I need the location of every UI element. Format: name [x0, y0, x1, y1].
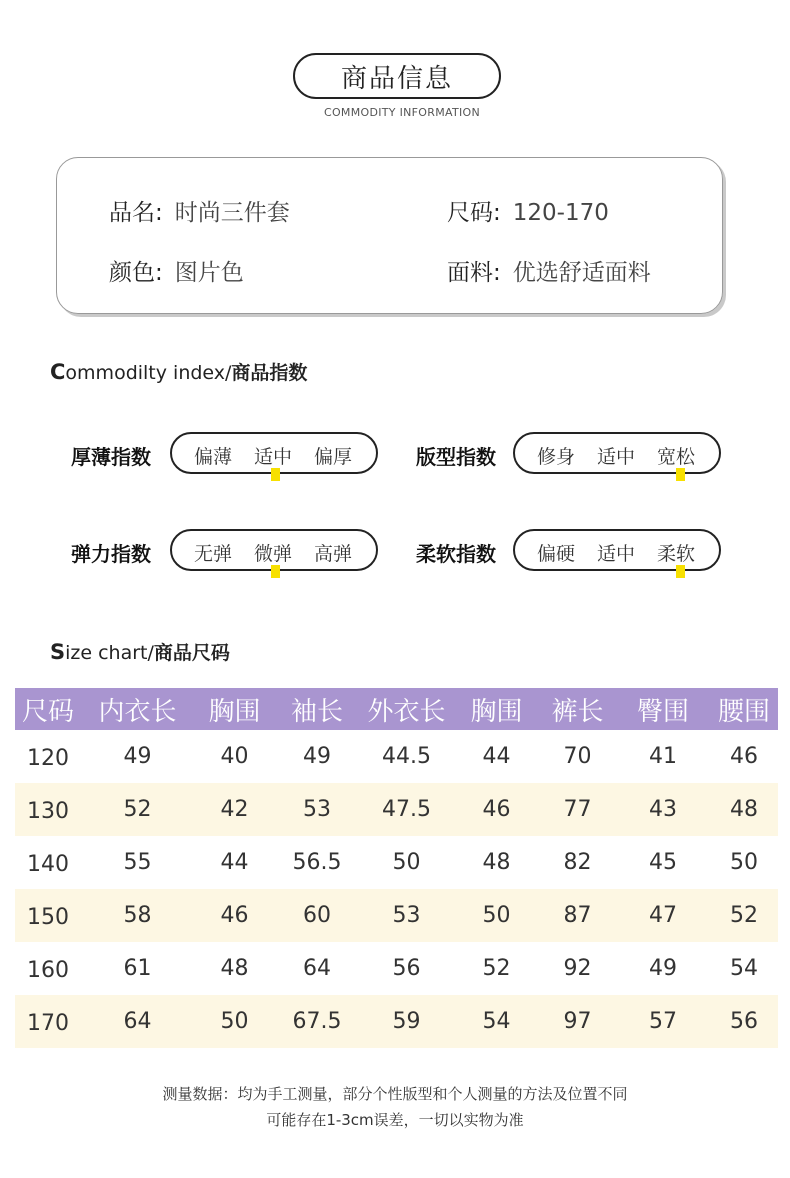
table-cell: 82 — [563, 850, 592, 875]
index-selected-marker — [676, 468, 685, 481]
table-row — [15, 889, 778, 942]
table-cell: 57 — [616, 995, 710, 1048]
index-scale-softness — [513, 529, 721, 571]
table-cell: 49 — [649, 956, 677, 981]
table-cell: 55 — [123, 850, 152, 875]
index-option: 无弹 — [194, 543, 233, 565]
table-cell: 52 — [482, 956, 511, 981]
table-cell: 56.5 — [292, 850, 342, 875]
measurement-note-line2: 可能存在1-3cm误差，一切以实物为准 — [266, 1111, 524, 1129]
table-cell: 70 — [563, 744, 592, 769]
index-selected-marker — [676, 565, 685, 578]
index-label-fit: 版型指数 — [416, 445, 496, 469]
index-selected-marker — [271, 468, 280, 481]
table-cell: 50 — [194, 995, 275, 1048]
table-cell: 42 — [194, 783, 275, 836]
table-cell: 52 — [710, 889, 778, 942]
table-cell: 120 — [27, 746, 69, 771]
info-color-label: 颜色: — [109, 260, 163, 286]
table-cell: 54 — [454, 995, 539, 1048]
size-heading-initial: S — [50, 640, 66, 664]
table-row — [15, 783, 778, 836]
table-cell: 48 — [220, 956, 249, 981]
table-cell: 46 — [194, 889, 275, 942]
info-name-value: 时尚三件套 — [174, 200, 290, 226]
table-cell: 97 — [539, 995, 616, 1048]
column-header: 腰围 — [710, 688, 778, 730]
table-cell: 53 — [359, 889, 454, 942]
table-cell: 44.5 — [382, 744, 431, 769]
table-cell: 46 — [730, 744, 758, 769]
index-option: 偏薄 — [194, 446, 233, 468]
info-name — [109, 194, 290, 227]
page-subtitle: COMMODITY INFORMATION — [323, 106, 481, 119]
table-cell: 58 — [81, 889, 194, 942]
table-cell: 56 — [392, 956, 421, 981]
column-header: 袖长 — [275, 688, 359, 730]
index-option: 柔软 — [657, 543, 696, 565]
table-cell: 49 — [303, 744, 331, 769]
index-heading-cn: 商品指数 — [231, 362, 308, 384]
table-cell: 43 — [616, 783, 710, 836]
index-section-heading — [50, 358, 307, 385]
column-header: 内衣长 — [81, 688, 194, 730]
index-option: 偏厚 — [314, 446, 353, 468]
table-cell: 87 — [539, 889, 616, 942]
table-cell: 48 — [482, 850, 511, 875]
info-size — [447, 194, 609, 227]
table-cell: 44 — [220, 850, 249, 875]
index-option: 适中 — [254, 446, 293, 468]
table-cell: 150 — [15, 889, 81, 942]
index-label-elasticity: 弹力指数 — [71, 542, 151, 566]
info-size-label: 尺码: — [447, 200, 501, 226]
index-selected-marker — [271, 565, 280, 578]
size-section-heading — [50, 638, 230, 665]
table-cell: 44 — [482, 744, 511, 769]
index-heading-initial: C — [50, 360, 66, 384]
info-size-value: 120-170 — [512, 200, 609, 226]
column-header: 外衣长 — [359, 688, 454, 730]
info-fabric-value: 优选舒适面料 — [512, 260, 651, 286]
table-cell: 67.5 — [275, 995, 359, 1048]
index-scale-thickness — [170, 432, 378, 474]
table-cell: 59 — [359, 995, 454, 1048]
table-cell: 45 — [649, 850, 677, 875]
info-color-value: 图片色 — [174, 260, 244, 286]
size-heading-cn: 商品尺码 — [153, 642, 230, 664]
table-cell: 50 — [730, 850, 758, 875]
table-cell: 56 — [710, 995, 778, 1048]
column-header: 尺码 — [15, 688, 81, 730]
info-name-label: 品名: — [109, 200, 163, 226]
index-scale-elasticity — [170, 529, 378, 571]
product-info-card — [56, 157, 723, 314]
table-cell: 64 — [81, 995, 194, 1048]
table-cell: 92 — [563, 956, 592, 981]
info-fabric — [447, 254, 651, 287]
table-cell: 49 — [123, 744, 152, 769]
table-cell: 41 — [649, 744, 677, 769]
table-cell: 130 — [15, 783, 81, 836]
page-title: 商品信息 — [293, 53, 501, 99]
table-row — [15, 730, 778, 783]
index-heading-text: ommodilty index/ — [65, 362, 232, 384]
table-row — [15, 942, 778, 995]
table-cell: 46 — [454, 783, 539, 836]
table-cell: 54 — [730, 956, 758, 981]
index-option: 偏硬 — [537, 543, 576, 565]
index-option: 修身 — [537, 446, 576, 468]
index-label-softness: 柔软指数 — [416, 542, 496, 566]
table-row — [15, 836, 778, 889]
table-cell: 53 — [275, 783, 359, 836]
table-cell: 52 — [81, 783, 194, 836]
column-header: 裤长 — [539, 688, 616, 730]
table-cell: 48 — [710, 783, 778, 836]
index-label-thickness: 厚薄指数 — [71, 445, 151, 469]
index-option: 适中 — [597, 543, 636, 565]
index-scale-fit — [513, 432, 721, 474]
info-color — [109, 254, 244, 287]
info-fabric-label: 面料: — [447, 260, 501, 286]
table-row — [15, 995, 778, 1048]
table-cell: 170 — [15, 995, 81, 1048]
column-header: 臀围 — [616, 688, 710, 730]
table-cell: 160 — [27, 958, 69, 983]
index-option: 高弹 — [314, 543, 353, 565]
measurement-note-line1: 测量数据：均为手工测量，部分个性版型和个人测量的方法及位置不同 — [162, 1085, 628, 1103]
index-option: 宽松 — [657, 446, 696, 468]
table-cell: 50 — [392, 850, 421, 875]
table-cell: 50 — [454, 889, 539, 942]
index-option: 微弹 — [254, 543, 293, 565]
column-header: 胸围 — [194, 688, 275, 730]
table-cell: 60 — [275, 889, 359, 942]
table-cell: 61 — [123, 956, 152, 981]
table-cell: 47 — [616, 889, 710, 942]
table-cell: 64 — [303, 956, 331, 981]
table-cell: 140 — [27, 852, 69, 877]
table-cell: 40 — [220, 744, 249, 769]
table-cell: 47.5 — [359, 783, 454, 836]
size-chart-table — [15, 688, 778, 1048]
size-heading-text: ize chart/ — [65, 642, 154, 664]
table-cell: 77 — [539, 783, 616, 836]
table-header-row — [15, 688, 778, 730]
index-option: 适中 — [597, 446, 636, 468]
column-header: 胸围 — [454, 688, 539, 730]
